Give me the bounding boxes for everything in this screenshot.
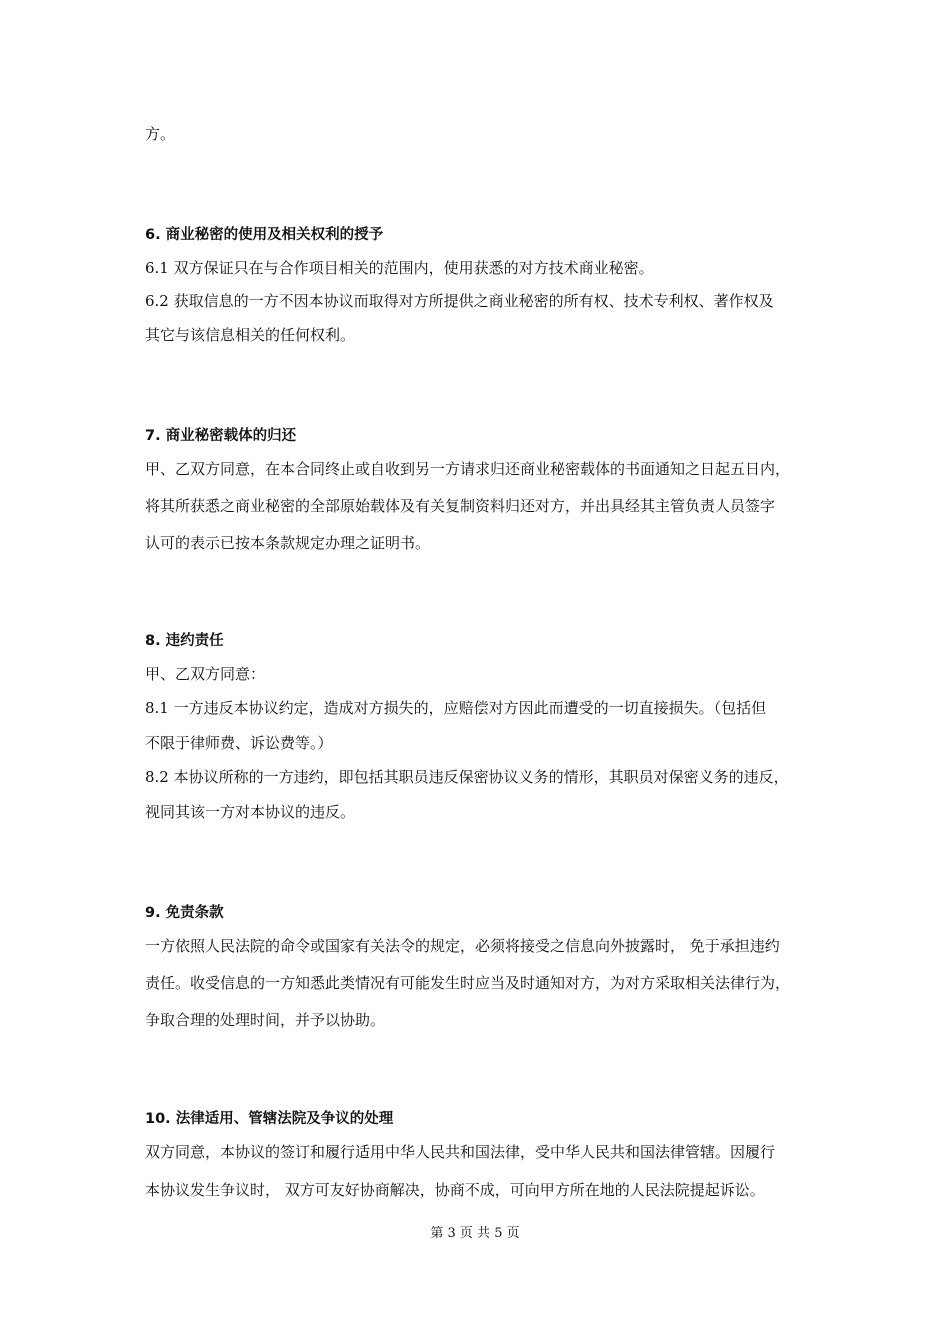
paragraph-line: 认可的表示已按本条款规定办理之证明书。 bbox=[145, 534, 431, 552]
paragraph-line: 一方依照人民法院的命令或国家有关法令的规定，必须将接受之信息向外披露时， 免于承担违约 bbox=[145, 937, 780, 955]
paragraph-line: 甲、乙双方同意，在本合同终止或自收到另一方请求归还商业秘密载体的书面通知之日起五日内， bbox=[145, 460, 791, 478]
paragraph-line: 不限于律师费、诉讼费等。） bbox=[145, 734, 333, 752]
paragraph-line: 本协议发生争议时， 双方可友好协商解决，协商不成，可向甲方所在地的人民法院提起诉讼。 bbox=[145, 1181, 765, 1199]
paragraph-line: 将其所获悉之商业秘密的全部原始载体及有关复制资料归还对方，并出具经其主管负责人员签字 bbox=[145, 497, 776, 515]
paragraph-line: 8.2 本协议所称的一方违约，即包括其职员违反保密协议义务的情形，其职员对保密义务的违反， bbox=[145, 768, 789, 786]
section-heading: 8. 违约责任 bbox=[145, 633, 224, 649]
paragraph-line: 甲、乙双方同意： bbox=[145, 665, 266, 683]
paragraph-line: 责任。收受信息的一方知悉此类情况有可能发生时应当及时通知对方，为对方采取相关法律行为， bbox=[145, 974, 791, 992]
section-heading: 7. 商业秘密载体的归还 bbox=[145, 428, 297, 444]
paragraph-line: 视同其该一方对本协议的违反。 bbox=[145, 803, 356, 821]
section-heading: 6. 商业秘密的使用及相关权利的授予 bbox=[145, 227, 384, 243]
paragraph-line: 6.1 双方保证只在与合作项目相关的范围内，使用获悉的对方技术商业秘密。 bbox=[145, 259, 654, 277]
section-heading: 9. 免责条款 bbox=[145, 905, 224, 921]
paragraph-line: 双方同意，本协议的签订和履行适用中华人民共和国法律，受中华人民共和国法律管辖。因履行 bbox=[145, 1143, 776, 1161]
paragraph-line: 8.1 一方违反本协议约定，造成对方损失的，应赔偿对方因此而遭受的一切直接损失。（包括但 bbox=[145, 699, 767, 717]
continuation-text: 方。 bbox=[145, 125, 176, 143]
paragraph-line: 争取合理的处理时间，并予以协助。 bbox=[145, 1011, 386, 1029]
paragraph-line: 6.2 获取信息的一方不因本协议而取得对方所提供之商业秘密的所有权、技术专利权、著作权及 bbox=[145, 292, 774, 310]
section-heading: 10. 法律适用、管辖法院及争议的处理 bbox=[145, 1111, 394, 1127]
page-footer: 第 3 页 共 5 页 bbox=[430, 1226, 520, 1241]
paragraph-line: 其它与该信息相关的任何权利。 bbox=[145, 326, 356, 344]
